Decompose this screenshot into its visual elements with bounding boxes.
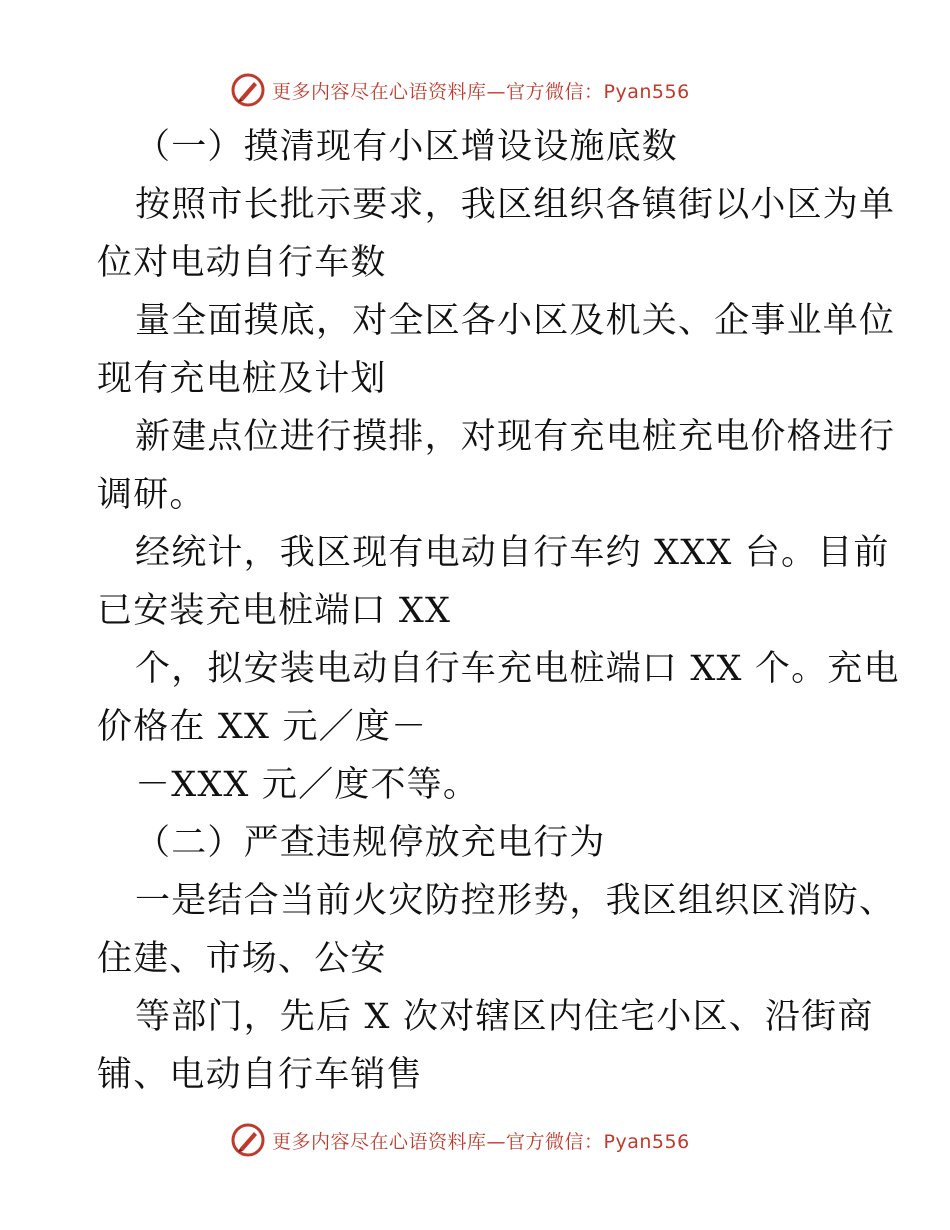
section-heading-2: （二）严查违规停放充电行为 bbox=[135, 823, 606, 863]
paragraph-line: 位对电动自行车数 bbox=[97, 243, 387, 283]
section-heading-1: （一）摸清现有小区增设设施底数 bbox=[135, 127, 679, 167]
paragraph-line: 新建点位进行摸排，对现有充电桩充电价格进行 bbox=[135, 417, 896, 457]
paragraph-line: 价格在 XX 元／度－ bbox=[97, 707, 428, 747]
footer-banner-text: 更多内容尽在心语资料库—官方微信：Pyan556 bbox=[272, 1130, 690, 1153]
header-banner-text: 更多内容尽在心语资料库—官方微信：Pyan556 bbox=[272, 80, 690, 103]
footer-watermark bbox=[230, 1120, 690, 1160]
paragraph-line: 经统计，我区现有电动自行车约 XXX 台。目前 bbox=[135, 533, 890, 573]
paragraph-line: 现有充电桩及计划 bbox=[97, 359, 387, 399]
paragraph-line: 已安装充电桩端口 XX bbox=[97, 591, 452, 631]
paragraph-line: 个，拟安装电动自行车充电桩端口 XX 个。充电 bbox=[135, 649, 900, 689]
paragraph-line: 按照市长批示要求，我区组织各镇街以小区为单 bbox=[135, 185, 896, 225]
paragraph-line: 量全面摸底，对全区各小区及机关、企事业单位 bbox=[135, 301, 896, 341]
paragraph-line: －XXX 元／度不等。 bbox=[135, 765, 480, 805]
paragraph-line: 铺、电动自行车销售 bbox=[97, 1055, 423, 1095]
paragraph-line: 一是结合当前火灾防控形势，我区组织区消防、 bbox=[135, 881, 896, 921]
paragraph-line: 等部门，先后 X 次对辖区内住宅小区、沿街商 bbox=[135, 997, 874, 1037]
paragraph-line: 调研。 bbox=[97, 475, 206, 515]
pen-logo-icon bbox=[230, 1122, 266, 1158]
paragraph-line: 住建、市场、公安 bbox=[97, 939, 387, 979]
